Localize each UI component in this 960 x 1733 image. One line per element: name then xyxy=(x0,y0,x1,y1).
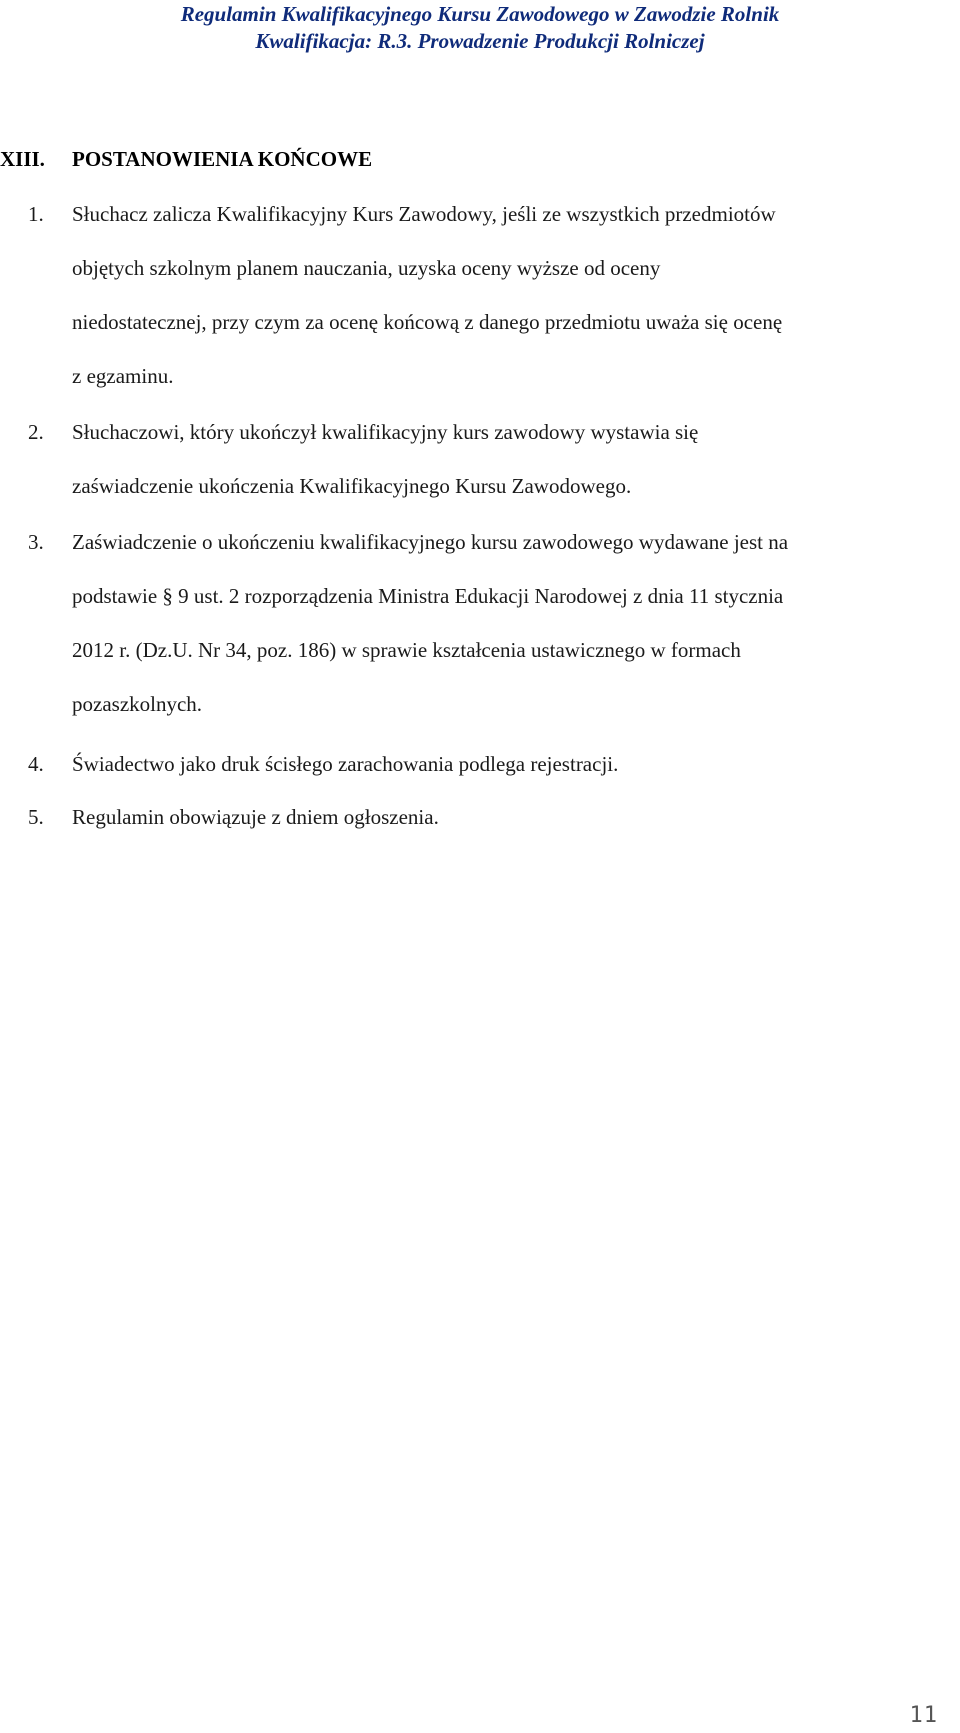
list-item-text-line: niedostatecznej, przy czym za ocenę końcową z danego przedmiotu uważa się ocenę xyxy=(72,310,783,334)
section-number: XIII. xyxy=(0,147,45,171)
list-item-1 xyxy=(0,187,960,403)
list-item-text-line: pozaszkolnych. xyxy=(72,692,203,716)
list-item-text-line: Świadectwo jako druk ścisłego zarachowania podlega rejestracji. xyxy=(72,752,619,776)
list-item-number: 5. xyxy=(28,805,44,829)
list-item-5 xyxy=(0,790,960,844)
section-title: POSTANOWIENIA KOŃCOWE xyxy=(72,147,373,171)
list-item-number: 4. xyxy=(28,752,44,776)
section-heading xyxy=(0,145,372,173)
document-header xyxy=(0,0,960,55)
list-item-2 xyxy=(0,405,960,513)
header-title: Regulamin Kwalifikacyjnego Kursu Zawodowego w Zawodzie Rolnik xyxy=(180,2,780,26)
list-item-number: 1. xyxy=(28,202,44,226)
list-item-number: 2. xyxy=(28,420,44,444)
list-item-text-line: podstawie § 9 ust. 2 rozporządzenia Ministra Edukacji Narodowej z dnia 11 stycznia xyxy=(72,584,784,608)
list-item-text-line: objętych szkolnym planem nauczania, uzyska oceny wyższe od oceny xyxy=(72,256,661,280)
list-item-text-line: Słuchacz zalicza Kwalifikacyjny Kurs Zawodowy, jeśli ze wszystkich przedmiotów xyxy=(72,202,776,226)
list-item-text-line: 2012 r. (Dz.U. Nr 34, poz. 186) w sprawie kształcenia ustawicznego w formach xyxy=(72,638,741,662)
list-item-text-line: Zaświadczenie o ukończeniu kwalifikacyjnego kursu zawodowego wydawane jest na xyxy=(72,530,789,554)
page-number: 11 xyxy=(909,1703,938,1728)
header-subtitle: Kwalifikacja: R.3. Prowadzenie Produkcji Rolniczej xyxy=(255,29,705,53)
list-item-4 xyxy=(0,737,960,791)
list-item-number: 3. xyxy=(28,530,44,554)
list-item-text-line: Regulamin obowiązuje z dniem ogłoszenia. xyxy=(72,805,439,829)
list-item-3 xyxy=(0,515,960,731)
list-item-text-line: zaświadczenie ukończenia Kwalifikacyjnego Kursu Zawodowego. xyxy=(72,474,632,498)
list-item-text-line: z egzaminu. xyxy=(72,364,174,388)
list-item-text-line: Słuchaczowi, który ukończył kwalifikacyjny kurs zawodowy wystawia się xyxy=(72,420,699,444)
